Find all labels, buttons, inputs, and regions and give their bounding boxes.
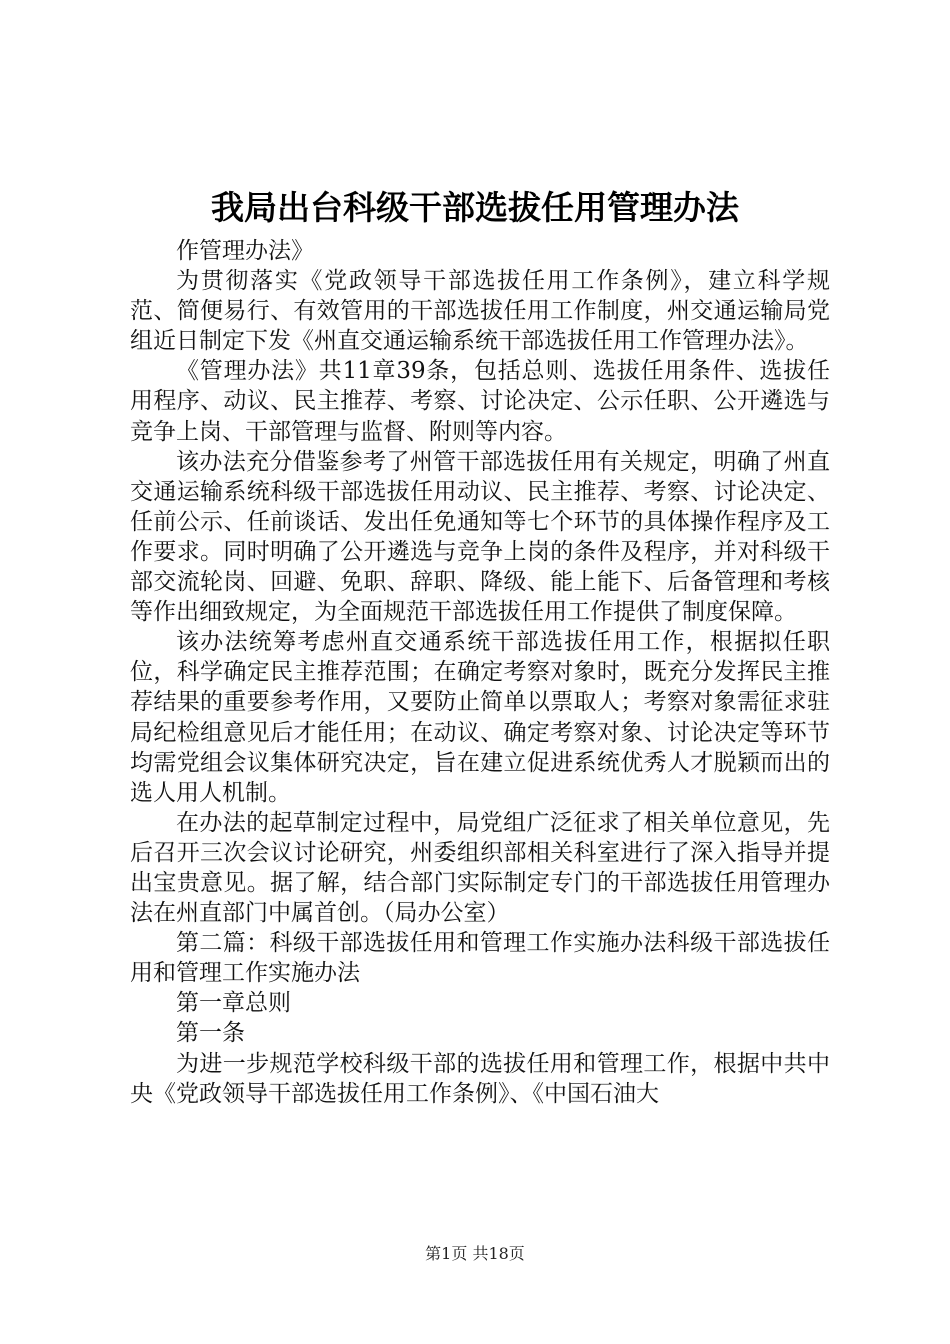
paragraph: 为进一步规范学校科级干部的选拔任用和管理工作，根据中共中央《党政领导干部选拔任用工作条例》、《中国石油大 [130, 1050, 830, 1107]
section-heading: 第二篇：科级干部选拔任用和管理工作实施办法科级干部选拔任用和管理工作实施办法 [130, 930, 830, 987]
page-number-footer: 第1页 共18页 [425, 1244, 525, 1263]
chapter-heading: 第一章总则 [176, 990, 291, 1017]
article-heading: 第一条 [176, 1020, 245, 1047]
paragraph: 该办法充分借鉴参考了州管干部选拔任用有关规定，明确了州直交通运输系统科级干部选拔任用动议、民主推荐、考察、讨论决定、任前公示、任前谈话、发出任免通知等七个环节的具体操作程序及工作要求。同时明确了公开遴选与竞争上岗的条件及程序，并对科级干部交流轮岗、回避、免职、辞职、降级、能上能下、后备管理和考核等作出细致规定，为全面规范干部选拔任用工作提供了制度保障。 [130, 448, 830, 626]
paragraph: 该办法统筹考虑州直交通系统干部选拔任用工作，根据拟任职位，科学确定民主推荐范围；在确定考察对象时，既充分发挥民主推荐结果的重要参考作用，又要防止简单以票取人；考察对象需征求驻局纪检组意见后才能任用；在动议、确定考察对象、讨论决定等环节均需党组会议集体研究决定，旨在建立促进系统优秀人才脱颖而出的选人用人机制。 [130, 629, 830, 806]
document-title: 我局出台科级干部选拔任用管理办法 [211, 188, 739, 227]
paragraph: 《管理办法》共11章39条，包括总则、选拔任用条件、选拔任用程序、动议、民主推荐、考察、讨论决定、公示任职、公开遴选与竞争上岗、干部管理与监督、附则等内容。 [130, 358, 830, 445]
paragraph: 为贯彻落实《党政领导干部选拔任用工作条例》，建立科学规范、简便易行、有效管用的干部选拔任用工作制度，州交通运输局党组近日制定下发《州直交通运输系统干部选拔任用工作管理办法》。 [130, 268, 830, 355]
paragraph: 在办法的起草制定过程中，局党组广泛征求了相关单位意见，先后召开三次会议讨论研究，州委组织部相关科室进行了深入指导并提出宝贵意见。据了解，结合部门实际制定专门的干部选拔任用管理办法在州直部门中属首创。（局办公室） [130, 809, 830, 927]
document-body [130, 236, 830, 1109]
paragraph: 作管理办法》 [176, 238, 314, 264]
